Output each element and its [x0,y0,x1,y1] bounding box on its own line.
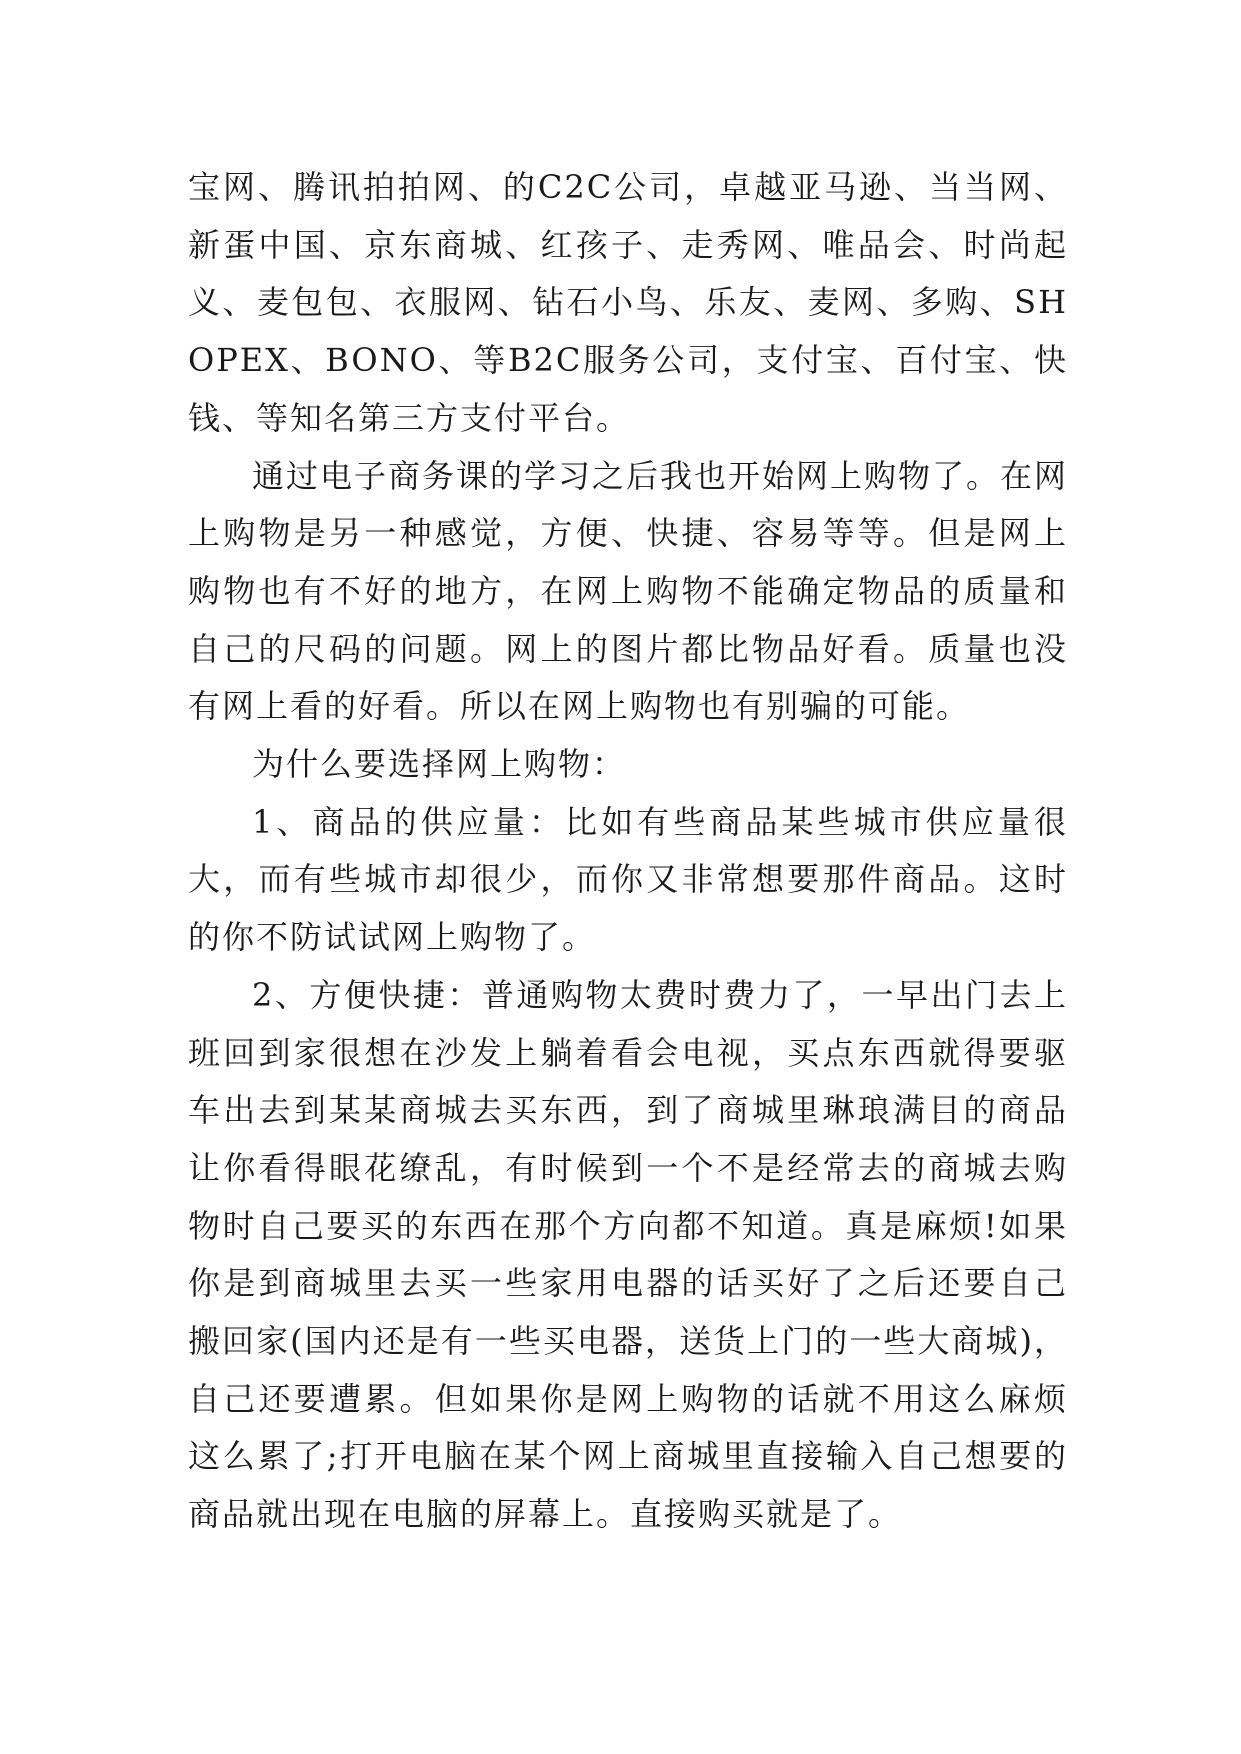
paragraph-reason-supply: 1、商品的供应量：比如有些商品某些城市供应量很大，而有些城市却很少，而你又非常想要那件商品。这时的你不防试试网上购物了。 [188,802,1068,957]
paragraph-reason-convenience: 2、方便快捷：普通购物太费时费力了，一早出门去上班回到家很想在沙发上躺着看会电视，买点东西就得要驱车出去到某某商城去买东西，到了商城里琳琅满目的商品让你看得眼花缭乱，有时候到一个不是经常去的商城去购物时自己要买的东西在那个方向都不知道。真是麻烦!如果你是到商城里去买一些家用电器的话买好了之后还要自己搬回家(国内还是有一些买电器，送货上门的一些大商城)，自己还要遭累。但如果你是网上购物的话就不用这么麻烦这么累了;打开电脑在某个网上商城里直接输入自己想要的商品就出现在电脑的屏幕上。直接购买就是了。 [188,975,1068,1534]
paragraph-ecommerce-companies: 宝网、腾讯拍拍网、的C2C公司，卓越亚马逊、当当网、新蛋中国、京东商城、红孩子、走秀网、唯品会、时尚起义、麦包包、衣服网、钻石小鸟、乐友、麦网、多购、SHOPEX、BONO、等B2C服务公司，支付宝、百付宝、快钱、等知名第三方支付平台。 [188,168,1068,437]
document-body [188,159,1068,1544]
paragraph-online-shopping-experience: 通过电子商务课的学习之后我也开始网上购物了。在网上购物是另一种感觉，方便、快捷、容易等等。但是网上购物也有不好的地方，在网上购物不能确定物品的质量和自己的尺码的问题。网上的图片都比物品好看。质量也没有网上看的好看。所以在网上购物也有别骗的可能。 [188,456,1069,726]
paragraph-why-online-shopping-heading: 为什么要选择网上购物： [252,745,627,784]
